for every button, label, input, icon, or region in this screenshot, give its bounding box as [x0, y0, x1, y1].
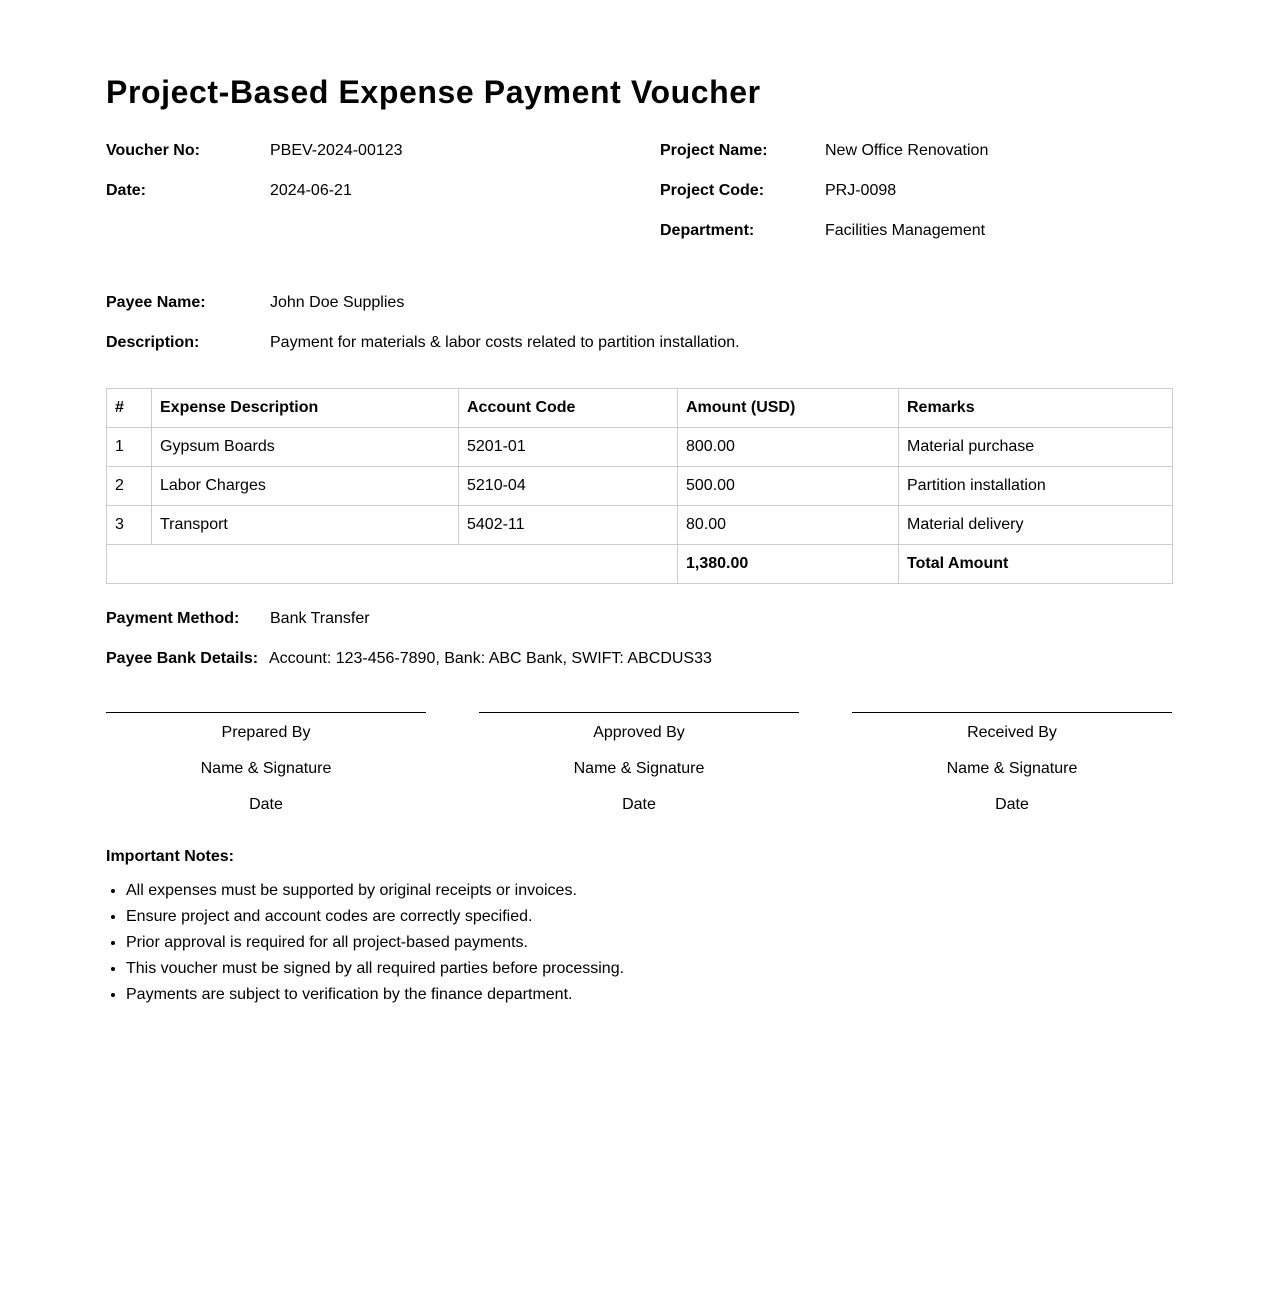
payee-name-label: Payee Name: — [106, 294, 206, 311]
note-item: • Prior approval is required for all project-based payments. — [126, 930, 624, 956]
row-description: Transport — [152, 506, 459, 545]
bank-details-label: Payee Bank Details: — [106, 650, 259, 667]
table-row — [107, 506, 1173, 545]
signature-date-label: Date — [622, 796, 656, 813]
department-label: Department: — [660, 222, 755, 239]
row-number: 1 — [107, 428, 152, 467]
signature-date-label: Date — [995, 796, 1029, 813]
payment-method-label: Payment Method: — [106, 610, 240, 627]
signature-date-label: Date — [249, 796, 283, 813]
signature-name-label: Name & Signature — [573, 760, 705, 777]
department-value: Facilities Management — [825, 222, 986, 239]
notes-title: Important Notes: — [106, 848, 234, 865]
signature-block-received — [852, 712, 1172, 823]
signature-name-label: Name & Signature — [946, 760, 1078, 777]
page-title: Project-Based Expense Payment Voucher — [106, 74, 761, 110]
notes-list — [106, 878, 624, 1008]
col-header-account-code: Account Code — [459, 389, 678, 428]
col-header-expense-description: Expense Description — [152, 389, 459, 428]
signature-block-prepared — [106, 712, 426, 823]
signature-line — [106, 712, 426, 713]
note-item: • Payments are subject to verification by the finance department. — [126, 982, 624, 1008]
row-description: Labor Charges — [152, 467, 459, 506]
date-value: 2024-06-21 — [270, 182, 352, 199]
description-value: Payment for materials & labor costs related to partition installation. — [270, 334, 740, 351]
payment-method-value: Bank Transfer — [270, 610, 370, 627]
row-amount: 500.00 — [678, 467, 899, 506]
project-code-label: Project Code: — [660, 182, 765, 199]
row-amount: 80.00 — [678, 506, 899, 545]
row-account-code: 5210-04 — [459, 467, 678, 506]
signature-line — [852, 712, 1172, 713]
project-code-value: PRJ-0098 — [825, 182, 897, 199]
signature-role: Received By — [967, 724, 1057, 741]
bank-details-value: Account: 123-456-7890, Bank: ABC Bank, SWIFT: ABCDUS33 — [269, 650, 712, 667]
voucher-no-label: Voucher No: — [106, 142, 200, 159]
note-item: • Ensure project and account codes are correctly specified. — [126, 904, 624, 930]
col-header-remarks: Remarks — [899, 389, 1173, 428]
total-amount-value: 1,380.00 — [678, 545, 899, 584]
row-remarks: Material delivery — [899, 506, 1173, 545]
row-remarks: Material purchase — [899, 428, 1173, 467]
row-description: Gypsum Boards — [152, 428, 459, 467]
signature-role: Approved By — [593, 724, 685, 741]
signature-line — [479, 712, 799, 713]
voucher-no-value: PBEV-2024-00123 — [270, 142, 403, 159]
project-name-value: New Office Renovation — [825, 142, 989, 159]
row-account-code: 5402-11 — [459, 506, 678, 545]
expense-table — [106, 388, 1173, 584]
table-total-row — [107, 545, 1173, 584]
date-label: Date: — [106, 182, 147, 199]
table-row — [107, 467, 1173, 506]
note-item: • All expenses must be supported by original receipts or invoices. — [126, 878, 624, 904]
row-remarks: Partition installation — [899, 467, 1173, 506]
project-name-label: Project Name: — [660, 142, 768, 159]
col-header-amount: Amount (USD) — [678, 389, 899, 428]
description-label: Description: — [106, 334, 200, 351]
row-account-code: 5201-01 — [459, 428, 678, 467]
note-item: • This voucher must be signed by all required parties before processing. — [126, 956, 624, 982]
row-number: 3 — [107, 506, 152, 545]
signature-role: Prepared By — [221, 724, 311, 741]
col-header-number: # — [107, 389, 152, 428]
payee-name-value: John Doe Supplies — [270, 294, 405, 311]
table-row — [107, 428, 1173, 467]
table-header-row — [107, 389, 1173, 428]
signature-block-approved — [479, 712, 799, 823]
signature-name-label: Name & Signature — [200, 760, 332, 777]
total-spacer-cell — [107, 545, 678, 584]
row-amount: 800.00 — [678, 428, 899, 467]
row-number: 2 — [107, 467, 152, 506]
total-amount-label: Total Amount — [899, 545, 1173, 584]
